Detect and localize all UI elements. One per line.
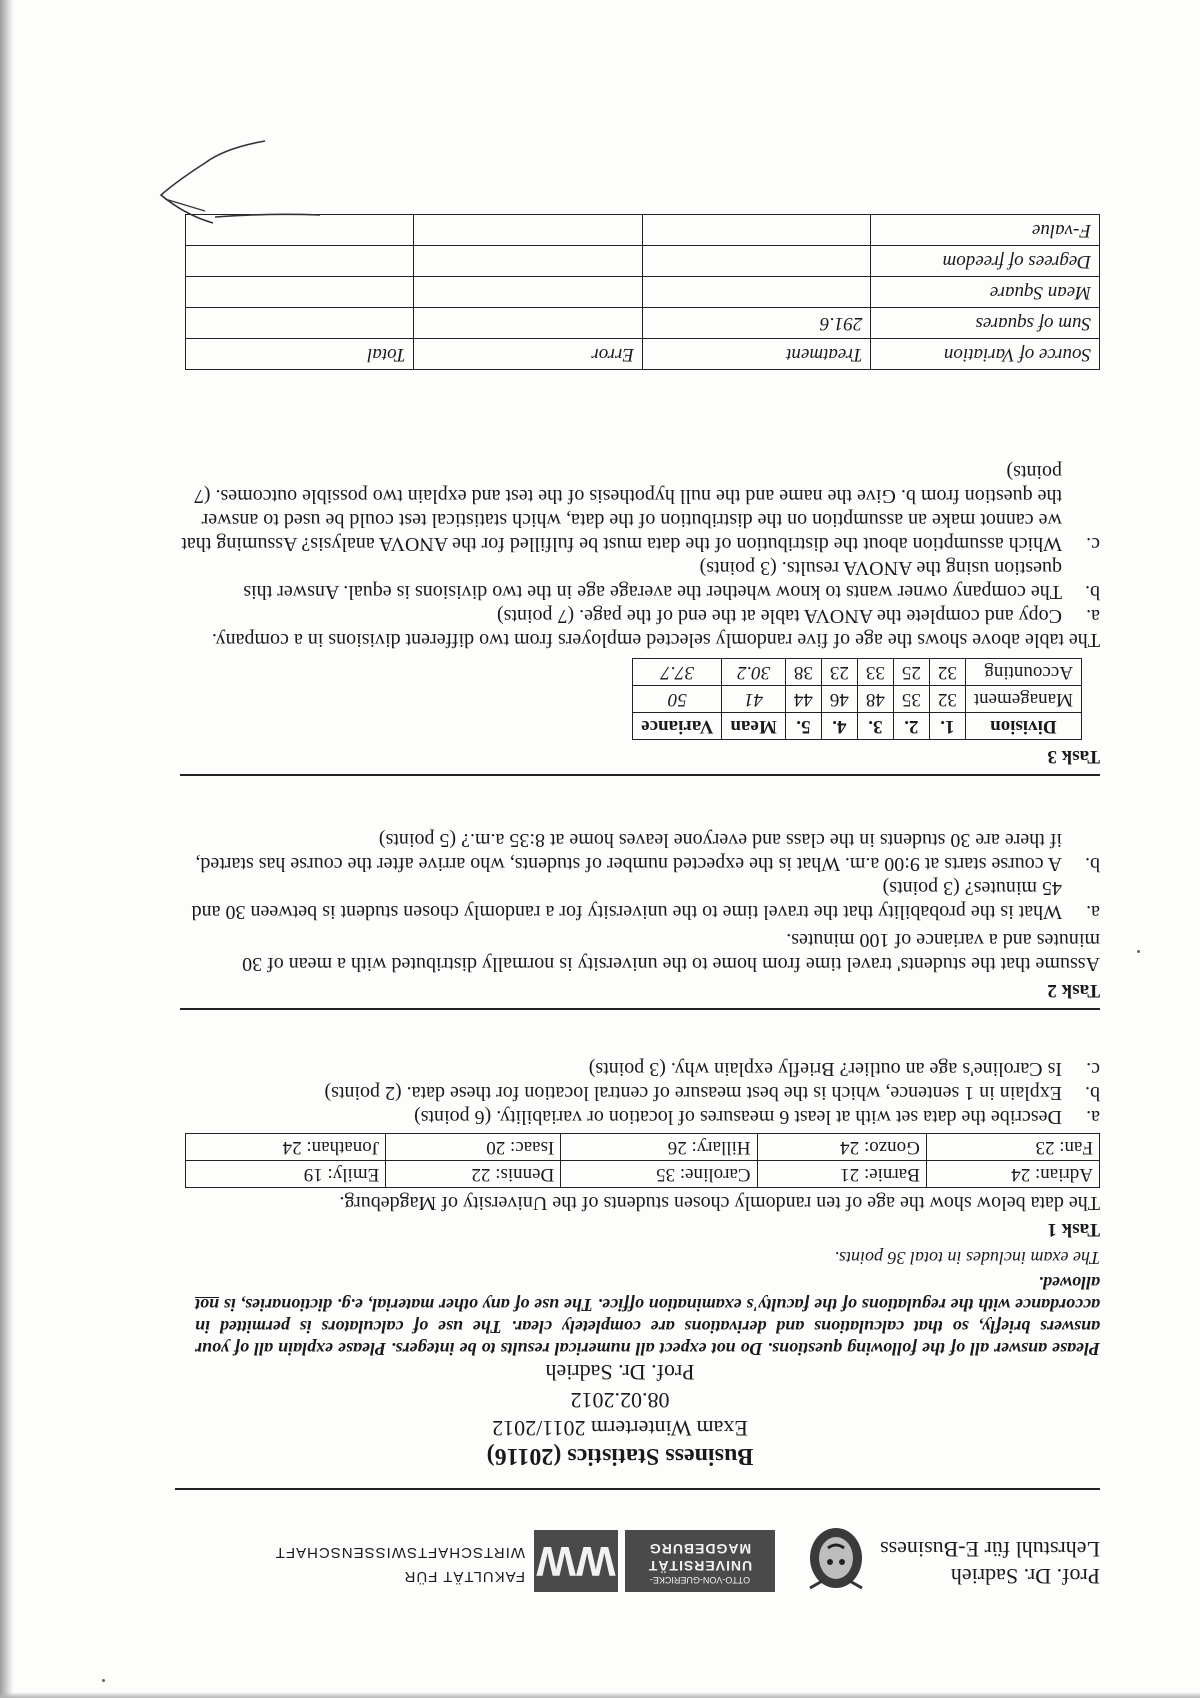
column-header: Variance	[633, 713, 722, 740]
table-cell: 33	[857, 659, 893, 686]
table-cell: 35	[893, 686, 929, 713]
table-cell	[643, 246, 872, 277]
handwritten-arrow-scribble	[125, 133, 325, 243]
table-cell: Gonzo: 24	[757, 1134, 926, 1161]
chair-name: Lehrstuhl für E-Business	[880, 1537, 1100, 1562]
task-separator	[180, 774, 1100, 776]
exam-title-block	[370, 1358, 870, 1470]
scan-speck	[102, 1679, 105, 1682]
task-1	[180, 1057, 1100, 1241]
task-3-intro: The table above shows the age of five randomly selected employers from two different divisions in a company.	[211, 629, 1100, 651]
column-header: 4.	[821, 713, 857, 740]
task-1-intro: The data below show the age of ten randomly chosen students of the University of Magdeburg.	[339, 1192, 1100, 1214]
course-title: Business Statistics (20116)	[486, 1443, 754, 1469]
table-header-row	[633, 713, 1082, 740]
row-label: Sum of squares	[871, 308, 1100, 339]
total-points-note: The exam includes in total 36 points.	[834, 1248, 1100, 1268]
column-header: Division	[965, 713, 1081, 740]
task-2-intro: Assume that the students' travel time from home to the university is normally distributed with a mean of 30 minutes and a variance of 100 minutes.	[242, 929, 1100, 975]
task-3-title: Task 3	[1047, 746, 1100, 767]
column-header: Source of Variation	[871, 339, 1100, 370]
table-cell: 38	[785, 659, 821, 686]
university-logo: OTTO-VON-GUERICKE- UNIVERSITÄT MAGDEBURG	[625, 1530, 775, 1592]
scan-speck	[1137, 950, 1140, 953]
table-cell	[414, 308, 643, 339]
guericke-portrait-logo	[790, 1520, 882, 1602]
task-3-question-b: b. The company owner wants to know whether the average age in the two divisions is equal. Answer this question using the ANOVA results. (3 points)	[243, 557, 1100, 603]
student-age-table	[185, 1133, 1100, 1188]
header-rule	[175, 1488, 1100, 1490]
examiner: Prof. Dr. Sadrieh	[545, 1360, 695, 1385]
column-header: 1.	[929, 713, 965, 740]
column-header: Error	[414, 339, 643, 370]
table-cell: Emily: 19	[186, 1161, 386, 1188]
chair-info	[880, 1536, 1100, 1590]
column-header: 3.	[857, 713, 893, 740]
column-header: Total	[186, 339, 415, 370]
instructions-text: Please answer all of the following questions. Do not expect all numerical results to be integers. Please explain all of your answers briefly, so that calculations and derivations are completely clear. The use of calculators is permitted in accordance with the regulations of the faculty's examination office. The use of any other material, e.g. dictionaries, is not allowed.	[195, 1273, 1100, 1359]
table-cell: Caroline: 35	[561, 1161, 757, 1188]
table-cell: 46	[821, 686, 857, 713]
task-1-question-b: b. Explain in 1 sentence, which is the best measure of central location for these data. (2 points)	[324, 1082, 1100, 1104]
table-cell	[186, 246, 415, 277]
scan-top-shadow	[0, 1692, 1200, 1698]
table-cell: Dennis: 22	[386, 1161, 561, 1188]
task-separator	[180, 1008, 1100, 1010]
table-cell: 291.6	[643, 308, 872, 339]
table-cell: 25	[893, 659, 929, 686]
table-cell	[186, 308, 415, 339]
table-row	[633, 686, 1082, 713]
row-label: F-value	[871, 215, 1100, 246]
table-cell: Barnie: 21	[757, 1161, 926, 1188]
table-row	[186, 1161, 1100, 1188]
table-cell: 50	[633, 686, 722, 713]
table-cell: 23	[821, 659, 857, 686]
table-cell	[643, 215, 872, 246]
table-cell: Isaac: 20	[386, 1134, 561, 1161]
table-row	[186, 308, 1100, 339]
table-cell: Adrian: 24	[926, 1161, 1099, 1188]
row-label: Mean Square	[871, 277, 1100, 308]
task-2-title: Task 2	[1047, 980, 1100, 1001]
table-cell	[643, 277, 872, 308]
column-header: Mean	[722, 713, 785, 740]
faculty-name: FAKULTÄT FÜR WIRTSCHAFTSWISSENSCHAFT	[274, 1544, 525, 1585]
table-cell: 44	[785, 686, 821, 713]
task-3-question-a: a. Copy and complete the ANOVA table at the end of the page. (7 points)	[496, 605, 1100, 627]
table-row	[186, 246, 1100, 277]
table-cell: 48	[857, 686, 893, 713]
column-header: 2.	[893, 713, 929, 740]
exam-instructions	[195, 1247, 1100, 1360]
row-label: Degrees of freedom	[871, 246, 1100, 277]
table-cell: Accounting	[965, 659, 1081, 686]
table-row	[633, 659, 1082, 686]
table-cell: Fan: 23	[926, 1134, 1099, 1161]
task-1-question-a: a. Describe the data set with at least 6 measures of location or variability. (6 points)	[414, 1106, 1100, 1128]
table-row	[186, 1134, 1100, 1161]
task-3	[180, 460, 1100, 768]
not-emphasis: not	[195, 1295, 220, 1315]
table-cell	[186, 277, 415, 308]
table-cell: 41	[722, 686, 785, 713]
faculty-ww-logo: WW	[534, 1530, 618, 1592]
task-2-question-a: a. What is the probability that the travel time to the university for a randomly chosen student is between 30 and 45 minutes? (3 points)	[191, 877, 1100, 923]
scan-edge-shadow	[0, 0, 14, 1698]
table-cell: 37.7	[633, 659, 722, 686]
table-cell: 32	[929, 686, 965, 713]
task-2	[180, 828, 1100, 1002]
task-2-question-b: b. A course starts at 9:00 a.m. What is the expected number of students, who arrive after the course has started, if there are 30 students in the class and everyone leaves home at 8:35 a.m.? (5 points)	[195, 829, 1100, 875]
task-3-question-c: c. Which assumption about the distribution of the data must be fulfilled for the ANOVA analysis? Assuming that we cannot make an assumption on the distribution of the data, which statistical test could be used to answer the question from b. Give the name and the null hypothesis of the test and explain two possible outcomes. (7 points)	[181, 461, 1100, 555]
table-cell	[414, 215, 643, 246]
table-cell	[414, 277, 643, 308]
table-cell: Hillary: 26	[561, 1134, 757, 1161]
task-1-title: Task 1	[1047, 1219, 1100, 1240]
table-cell: Jonathan: 24	[186, 1134, 386, 1161]
professor-name: Prof. Dr. Sadrieh	[950, 1564, 1100, 1589]
column-header: 5.	[785, 713, 821, 740]
letterhead	[170, 1480, 1100, 1610]
table-header-row	[186, 339, 1100, 370]
table-cell	[414, 246, 643, 277]
division-age-table	[632, 658, 1082, 740]
table-row	[186, 277, 1100, 308]
task-1-question-c: c. Is Caroline's age an outlier? Briefly explain why. (3 points)	[588, 1058, 1100, 1080]
table-cell: 32	[929, 659, 965, 686]
exam-date: 08.02.2012	[570, 1388, 670, 1413]
table-cell: 30.2	[722, 659, 785, 686]
exam-term: Exam Winterterm 2011/2012	[492, 1416, 748, 1441]
column-header: Treatment	[643, 339, 872, 370]
table-cell: Management	[965, 686, 1081, 713]
